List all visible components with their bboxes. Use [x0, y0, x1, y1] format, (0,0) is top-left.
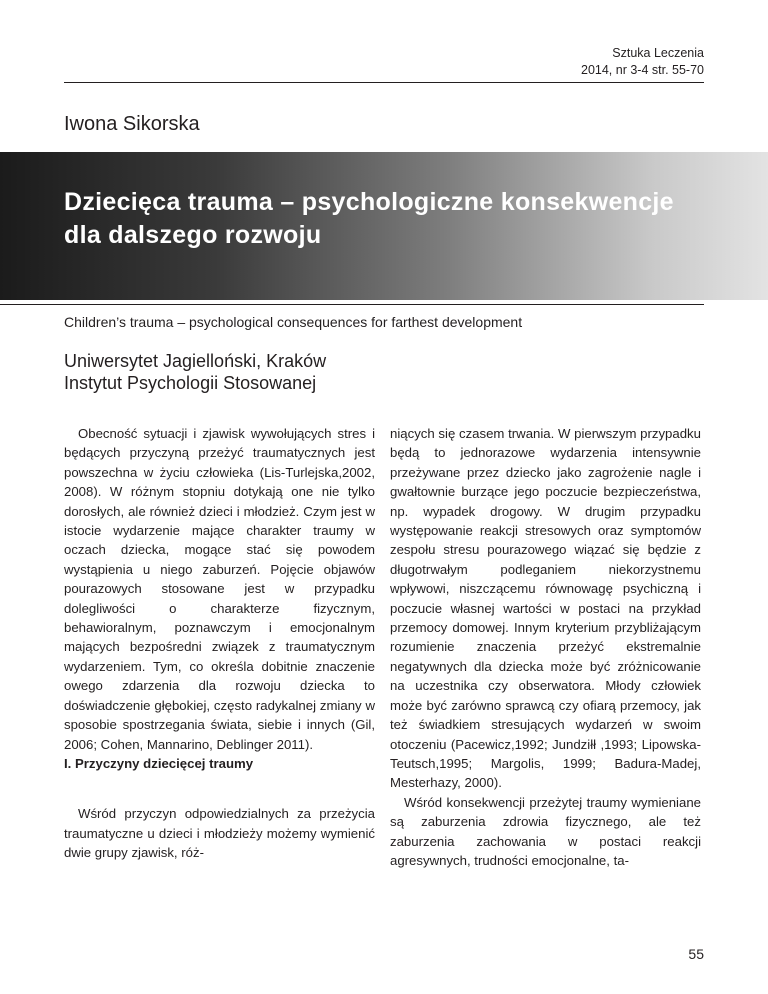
- header-rule: [64, 82, 704, 83]
- affiliation-university: Uniwersytet Jagielloński, Kraków: [64, 351, 327, 371]
- author-name: Iwona Sikorska: [64, 113, 200, 135]
- left-paragraph-2: Wśród przyczyn odpowiedzialnych za przeżycia traumatyczne u dzieci i młodzieży możemy wymienić dwie grupy zjawisk, róż-: [64, 806, 375, 861]
- left-column: [64, 424, 375, 863]
- journal-citation: 2014, nr 3-4 str. 55-70: [581, 63, 704, 77]
- article-title-line-2: dla dalszego rozwoju: [64, 221, 322, 249]
- right-paragraph-2: Wśród konsekwencji przeżytej traumy wymieniane są zaburzenia zdrowia fizycznego, ale też zaburzenia zachowania w postaci reakcji agresywnych, trudności emocjonalne, ta-: [390, 794, 701, 868]
- left-paragraph-1: Obecność sytuacji i zjawisk wywołujących stres i będących przyczyną przeżyć traumatycznych jest powszechna w życiu człowieka (Lis-Turlejska,2002, 2008). W różnym stopniu dotykają one nie tylko dorosłych, ale również dzieci i młodzież. Czym jest w istocie wydarzenie mające charakter traumy w oczach dziecka, mogące stać się powodem wystąpienia u niego zaburzeń. Pojęcie objawów pourazowych stosowane jest w przypadku dolegliwości o charakterze fizycznym, behawioralnym, poznawczym i emocjonalnym mających bezpośredni związek z traumatycznym wydarzeniem. Tym, co określa dobitnie znaczenie owego zdarzenia dla rozwoju dziecka to doświadczenie głębokiej, często radykalnej zmiany w sposobie spostrzegania świata, siebie i innych (Gil, 2006; Cohen, Mannarino, Deblinger 2011).: [64, 426, 375, 752]
- right-paragraph-1: niących się czasem trwania. W pierwszym przypadku będą to jednorazowe wydarzenia intensywnie przeżywane przez dziecko jako zagrożenie nagle i gwałtownie burzące jego poczucie bezpieczeństwa, np. wypadek drogowy. W drugim przypadku występowanie reakcji stresowych oraz symptomów zespołu stresu pourazowego wiązać się będzie z długotrwałym podleganiem niekorzystnemu wpływowi, niszczącemu równowagę psychiczną i poczucie własnej wartości w postaci na przykład przemocy domowej. Innym kryterium przybliżającym rozumienie znaczenia przeżyć ekstremalnie negatywnych dla dziecka może być zróżnicowanie na uczestnika czy obserwatora. Młody człowiek może być zarówno sprawcą czy ofiarą przemocy, jak też świadkiem stresujących wydarzeń w swoim otoczeniu (Pacewicz,1992; Jundziłł ,1993; Lipowska-Teutsch,1995; Margolis, 1999; Badura-Madej, Mesterhazy, 2000).: [390, 426, 701, 791]
- english-title: Children’s trauma – psychological consequences for farthest development: [64, 314, 523, 330]
- article-title: [64, 186, 724, 252]
- page-number: 55: [688, 946, 704, 962]
- article-title-line-1: Dziecięca trauma – psychologiczne konsekwencje: [64, 188, 674, 216]
- right-column: [390, 424, 701, 870]
- journal-name: Sztuka Leczenia: [612, 46, 704, 60]
- affiliation: [64, 350, 326, 394]
- subtitle-rule: [0, 304, 704, 305]
- journal-header: [404, 45, 704, 79]
- affiliation-institute: Instytut Psychologii Stosowanej: [64, 373, 317, 393]
- section-heading: I. Przyczyny dziecięcej traumy: [64, 755, 254, 771]
